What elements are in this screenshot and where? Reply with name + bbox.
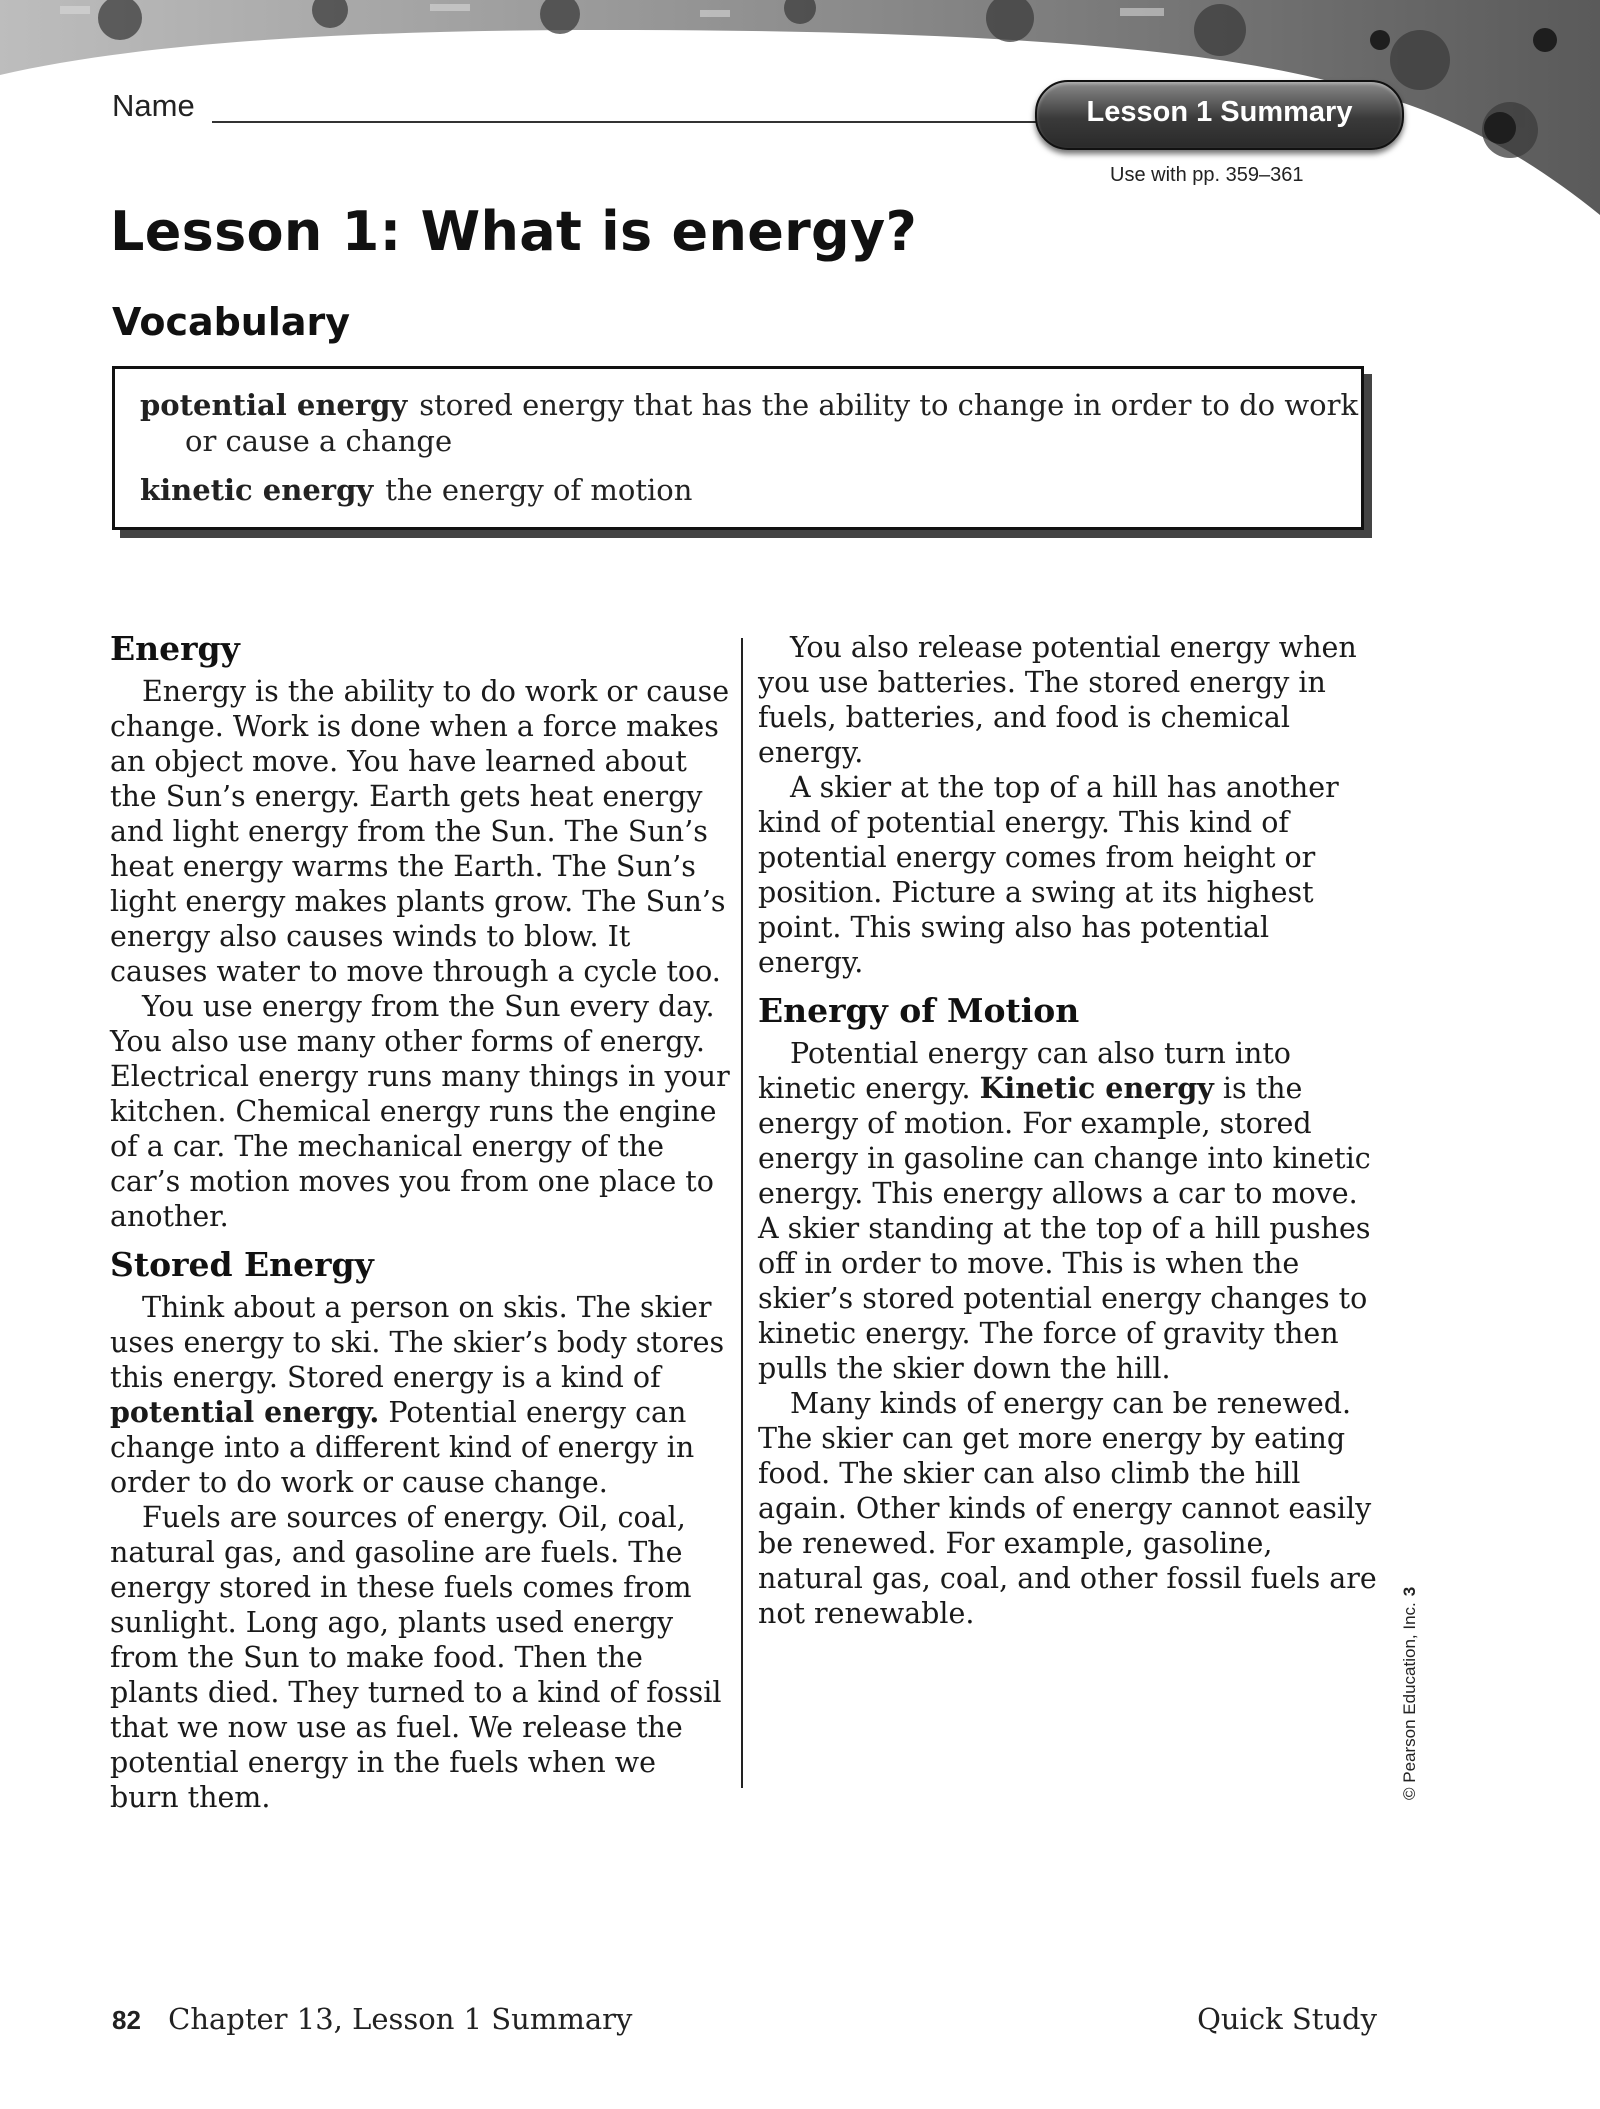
lesson-summary-tab xyxy=(1035,80,1404,150)
section-heading-stored-energy: Stored Energy xyxy=(110,1245,374,1284)
paragraph: You use energy from the Sun every day. You also use many other forms of energy. Electrical energy runs many things in your kitchen. Chemical energy runs the engine of a car. The mechanical energy of the car’s motion moves you from one place to another. xyxy=(110,990,730,1233)
paragraph: Fuels are sources of energy. Oil, coal, natural gas, and gasoline are fuels. The energy stored in these fuels comes from sunlight. Long ago, plants used energy from the Sun to make food. Then the plants died. They turned to a kind of fossil that we now use as fuel. We release the potential energy in the fuels when we burn them. xyxy=(110,1501,722,1814)
vocab-entry-potential-energy xyxy=(140,387,1365,459)
paragraph xyxy=(758,1036,1378,1386)
page-footer xyxy=(112,2002,1377,2042)
key-term: potential energy. xyxy=(110,1395,380,1429)
vocabulary-heading: Vocabulary xyxy=(112,300,351,344)
vocab-definition: the energy of motion xyxy=(385,473,693,507)
section-heading-energy: Energy xyxy=(110,629,240,668)
text-run: Potential energy can also turn into kinetic energy. xyxy=(758,1037,1291,1105)
vocab-term: kinetic energy xyxy=(140,473,374,507)
footer-book-title: Quick Study xyxy=(1197,2002,1377,2036)
paragraph: A skier at the top of a hill has another kind of potential energy. This kind of potential energy comes from height or position. Picture a swing at its highest point. This swing also has potential energy. xyxy=(758,771,1339,979)
text-run: Think about a person on skis. The skier uses energy to ski. The skier’s body stores this energy. Stored energy is a kind of xyxy=(110,1291,725,1394)
paragraph: Energy is the ability to do work or cause change. Work is done when a force makes an object move. You have learned about the Sun’s energy. Earth gets heat energy and light energy from the Sun. The Sun’s heat energy warms the Earth. The Sun’s light energy makes plants grow. The Sun’s energy also causes winds to blow. It causes water to move through a cycle too. xyxy=(110,675,730,988)
name-write-line[interactable] xyxy=(212,121,1082,123)
name-row xyxy=(112,88,972,132)
paragraph: You also release potential energy when you use batteries. The stored energy in fuels, batteries, and food is chemical energy. xyxy=(758,631,1357,769)
vocab-term: potential energy xyxy=(140,388,408,422)
page-reference: Use with pp. 359–361 xyxy=(1110,164,1304,186)
vocab-definition: stored energy that has the ability to change in order to do work or cause a change xyxy=(185,388,1359,458)
lesson-tab-label: Lesson 1 Summary xyxy=(1086,96,1353,128)
vocabulary-box xyxy=(112,366,1364,530)
copyright-notice xyxy=(1400,1560,1426,1800)
right-column xyxy=(758,630,1378,1631)
left-column xyxy=(110,628,730,1815)
vocab-entry-kinetic-energy xyxy=(140,472,1320,508)
paragraph xyxy=(110,1290,730,1500)
page-number: 82 xyxy=(112,2005,141,2035)
copyright-grade: 3 xyxy=(1400,1586,1419,1597)
text-run: Potential energy can change into a different kind of energy in order to do work or cause change. xyxy=(110,1396,695,1499)
column-divider xyxy=(741,638,743,1788)
paragraph: Many kinds of energy can be renewed. The skier can get more energy by eating food. The skier can also climb the hill again. Other kinds of energy cannot easily be renewed. For example, gasoline, natural gas, coal, and other fossil fuels are not renewable. xyxy=(758,1387,1377,1630)
section-heading-energy-of-motion: Energy of Motion xyxy=(758,991,1080,1030)
key-term: Kinetic energy xyxy=(979,1071,1214,1105)
footer-chapter: Chapter 13, Lesson 1 Summary xyxy=(168,2002,633,2036)
text-run: is the energy of motion. For example, stored energy in gasoline can change into kinetic energy. This energy allows a car to move. A skier standing at the top of a hill pushes off in order to move. This is when the skier’s stored potential energy changes to kinetic energy. The force of gravity then pulls the skier down the hill. xyxy=(758,1072,1371,1385)
copyright-text: © Pearson Education, Inc. xyxy=(1400,1602,1419,1800)
page-title: Lesson 1: What is energy? xyxy=(110,200,918,263)
name-label: Name xyxy=(112,88,195,123)
